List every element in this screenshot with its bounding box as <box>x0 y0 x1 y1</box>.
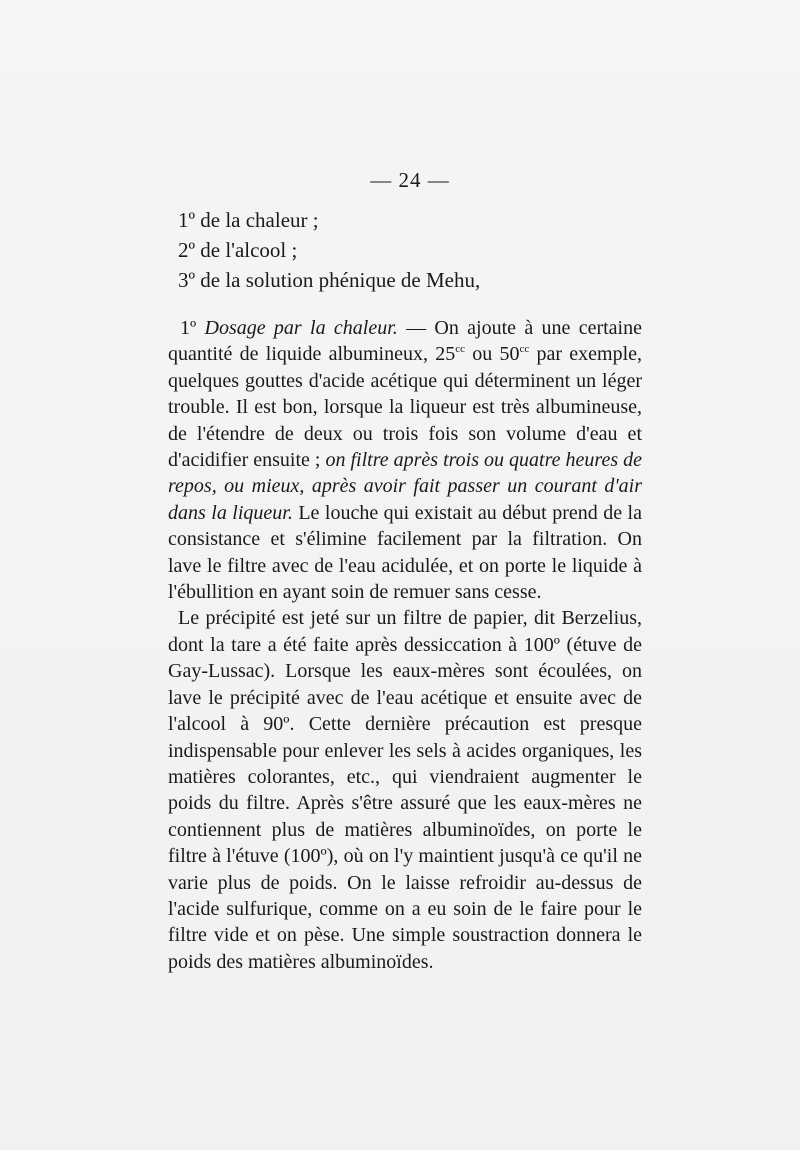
section-number: 1º <box>180 317 197 339</box>
paragraph-text: ou 50 <box>465 343 520 366</box>
section-heading: Dosage par la chaleur. <box>204 317 398 339</box>
method-list <box>178 205 480 295</box>
list-item: 1º de la chaleur ; <box>178 208 319 232</box>
unit-superscript: cc <box>455 343 465 356</box>
italic-passage: on filtre après trois ou quatre heures de repos, ou mieux, après avoir fait passer un courant d'air dans la liqueur. <box>168 449 642 524</box>
paragraph-precipitate: Le précipité est jeté sur un filtre de papier, dit Berzelius, dont la tare a été faite après dessiccation à 100º (étuve de Gay-Lussac). Lorsque les eaux-mères sont écoulées, on lave le précipité avec de l'eau acétique et ensuite avec de l'alcool à 90º. Cette dernière précaution est presque indispensable pour enlever les sels à acides organiques, les matières colorantes, etc., qui viendraient augmenter le poids du filtre. Après s'être assuré que les eaux-mères ne contiennent plus de matières albuminoïdes, on porte le filtre à l'étuve (100º), où on l'y maintient jusqu'à ce qu'il ne varie plus de poids. On le laisse refroidir au-dessus de l'acide sulfurique, comme on a eu soin de le faire pour le filtre vide et on pèse. Une simple soustraction donnera le poids des matières albuminoïdes. <box>168 607 642 973</box>
list-item: 3º de la solution phénique de Mehu, <box>178 268 481 292</box>
page-number: — 24 — <box>370 168 450 192</box>
paragraph-heat-dosage <box>168 315 642 605</box>
body-text <box>168 315 642 975</box>
list-item: 2º de l'alcool ; <box>178 238 298 262</box>
paragraph-text: par exemple, quelques gouttes d'acide acétique qui déterminent un léger trouble. Il est bon, lorsque la liqueur est très albumineuse, de l'étendre de deux ou trois fois son volume d'eau et d'acidifier ensuite ; <box>168 343 643 472</box>
unit-superscript: cc <box>519 343 530 356</box>
paragraph-text: Le louche qui existait au début prend de la consistance et s'élimine facilement par la filtration. On lave le filtre avec de l'eau acidulée, et on porte le liquide à l'ébullition en ayant soin de remuer sans cesse. <box>168 501 642 604</box>
paragraph-text: — On ajoute à une certaine quantité de liquide albumineux, 25 <box>168 317 642 366</box>
